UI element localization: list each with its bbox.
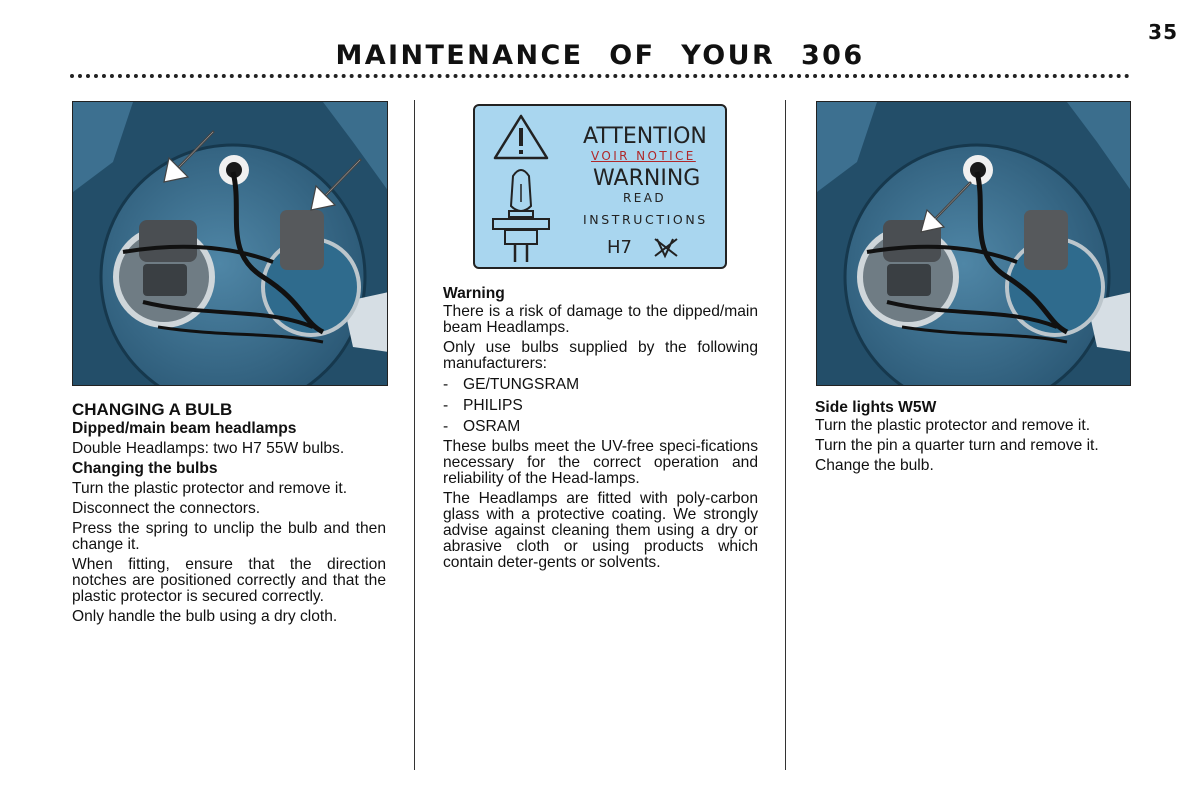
label-warning-text: WARNING xyxy=(593,166,701,191)
manufacturer-list-item xyxy=(443,377,758,393)
side-lights-heading: Side lights W5W xyxy=(815,399,937,416)
manufacturer-name: OSRAM xyxy=(463,418,521,435)
headlamp-photo-side-light xyxy=(816,101,1131,386)
label-voir-notice-text: VOIR NOTICE xyxy=(591,149,696,163)
page-title: MAINTENANCE OF YOUR 306 xyxy=(335,40,865,71)
changing-bulbs-subheading: Changing the bulbs xyxy=(72,460,218,477)
column-divider-right xyxy=(785,100,786,770)
headlamp-photo-main-beams xyxy=(72,101,388,386)
bulb-warning-label xyxy=(473,104,727,269)
list-dash: - xyxy=(443,376,449,393)
headlamp-bulbs-text: Double Headlamps: two H7 55W bulbs. xyxy=(72,440,345,457)
manufacturer-name: PHILIPS xyxy=(463,397,523,414)
polycarbon-glass-text: The Headlamps are fitted with poly-carbon glass with a protective coating. We strongly advise against cleaning them using a dry or abrasive cloth or using products which contain deter-gents or solvents. xyxy=(443,490,758,571)
step-text: Turn the plastic protector and remove it. xyxy=(72,480,348,497)
manufacturer-list-item xyxy=(443,419,758,435)
warning-heading: Warning xyxy=(443,285,505,302)
step-text: Only handle the bulb using a dry cloth. xyxy=(72,608,338,625)
right-text-column xyxy=(815,400,1129,474)
column-divider-left xyxy=(414,100,415,770)
step-text: Turn the pin a quarter turn and remove it. xyxy=(815,437,1099,454)
step-text: Disconnect the connectors. xyxy=(72,500,261,517)
manufacturer-list-item xyxy=(443,398,758,414)
label-bulb-type: H7 xyxy=(607,237,632,258)
middle-text-column xyxy=(443,286,758,571)
step-text: Change the bulb. xyxy=(815,457,934,474)
changing-bulb-heading: CHANGING A BULB xyxy=(72,400,233,419)
list-dash: - xyxy=(443,397,449,414)
page-number: 35 xyxy=(1148,20,1178,44)
list-dash: - xyxy=(443,418,449,435)
uv-free-text: These bulbs meet the UV-free speci-fications necessary for the correct operation and reliability of the Head-lamps. xyxy=(443,438,758,487)
manufacturers-intro: Only use bulbs supplied by the following manufacturers: xyxy=(443,339,758,372)
dipped-main-beam-subheading: Dipped/main beam headlamps xyxy=(72,420,297,437)
step-text: Press the spring to unclip the bulb and then change it. xyxy=(72,520,386,553)
manufacturer-name: GE/TUNGSRAM xyxy=(463,376,580,393)
label-read-text: READ xyxy=(623,191,666,205)
label-instructions-text: INSTRUCTIONS xyxy=(583,212,708,227)
step-text: Turn the plastic protector and remove it. xyxy=(815,417,1091,434)
step-text: When fitting, ensure that the direction notches are positioned correctly and that the plastic protector is secured correctly. xyxy=(72,556,386,605)
risk-text: There is a risk of damage to the dipped/main beam Headlamps. xyxy=(443,303,758,336)
left-text-column xyxy=(72,400,386,625)
title-dotted-rule xyxy=(70,74,1130,78)
label-attention-text: ATTENTION xyxy=(583,124,707,149)
